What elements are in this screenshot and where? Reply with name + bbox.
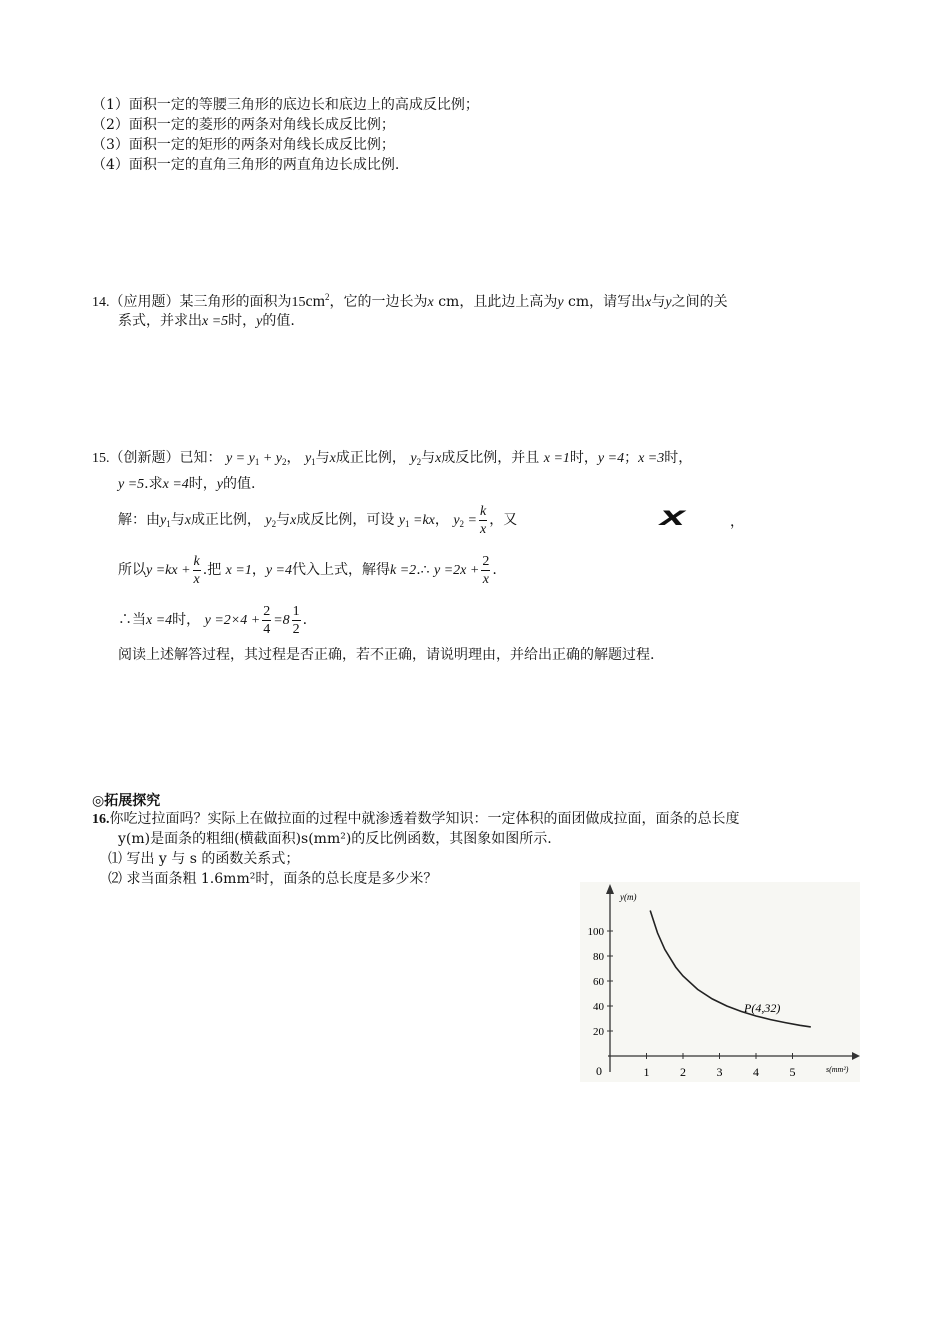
x-axis-label: s(mm²) <box>826 1065 849 1074</box>
x-tick-label: 1 <box>643 1065 650 1079</box>
q15-sol-e: ， <box>434 512 449 528</box>
q14-line2-c: 的值. <box>262 313 295 329</box>
q15-sol-d: =kx <box>409 513 435 528</box>
statement-3: （3）面积一定的矩形的两条对角线长成反比例； <box>92 137 395 153</box>
q15-ans-b: 时， <box>172 612 201 628</box>
q15-frac-k-x-2 <box>193 553 201 588</box>
q15-sol-f: = <box>464 513 477 528</box>
x-tick-label: 4 <box>753 1065 759 1079</box>
q14-line-2 <box>118 312 295 331</box>
q14-var-y: y <box>557 295 564 310</box>
frac-num-k: k <box>480 503 487 519</box>
q15-y5: y =5 <box>118 477 145 492</box>
y-tick-label: 40 <box>593 1001 604 1013</box>
q15-inv: 成反比例，并且 <box>441 450 540 466</box>
q15-given: 已知： <box>179 450 222 466</box>
q14-text-d: cm，请写出 <box>563 294 646 310</box>
q15-tag: （创新题） <box>109 450 180 466</box>
y-tick-label: 100 <box>587 926 604 938</box>
q14-text-b: ，它的一边长为 <box>329 294 428 310</box>
statement-4: （4）面积一定的直角三角形的两直角边长成比例. <box>92 157 400 173</box>
section-title: ◎拓展探究 <box>92 793 161 809</box>
q16-line1-text: 你吃过拉面吗？实际上在做拉面的过程中就渗透着数学知识：一定体积的面团做成拉面，面条的总长度 <box>109 811 740 827</box>
frac-num-2b: 2 <box>263 603 271 619</box>
q14-var-x2: x <box>645 295 652 310</box>
q15-y1: y <box>304 451 312 466</box>
q16-line-2: y(m)是面条的粗细(横截面积)s(mm²)的反比例函数，其图象如图所示. <box>118 831 552 847</box>
y-tick-label: 60 <box>593 976 604 988</box>
x-tick-label: 5 <box>789 1065 796 1079</box>
graph-svg <box>580 882 860 1082</box>
q15-sol-b: 成正比例， <box>190 512 261 528</box>
y-axis-arrow <box>606 884 614 894</box>
q15-y-ask: y <box>216 477 224 492</box>
q15-semi: ； <box>624 450 639 466</box>
q14-text-e: 与 <box>651 294 666 310</box>
frac-num-k-2: k <box>193 553 200 569</box>
q15-line-2 <box>118 475 255 494</box>
q15-frac-2-4 <box>262 603 271 638</box>
q14-number: 14. <box>92 295 110 310</box>
y-tick-label: 80 <box>593 951 604 963</box>
q14-line-1 <box>92 288 728 312</box>
frac-num-2: 2 <box>482 553 490 569</box>
q15-when2: 时， <box>664 450 693 466</box>
q15-sol-y2b: y <box>453 513 460 528</box>
q15-ans-line <box>118 600 307 641</box>
q14-x-eq: x =5 <box>202 314 229 329</box>
q15-eq-main: y = y <box>225 451 255 466</box>
y-axis-label: y(m) <box>620 892 637 902</box>
q14-line2-a: 系式，并求出 <box>118 313 202 329</box>
origin-label: 0 <box>596 1064 602 1078</box>
q14-unit: cm <box>305 293 326 310</box>
q15-frac-2-x <box>481 553 490 588</box>
q15-sol-yu: 与 <box>170 512 185 528</box>
q14-var-y2: y <box>665 295 672 310</box>
frac-den-4: 4 <box>263 621 271 637</box>
q15-eq-plus: + y <box>259 451 282 466</box>
q14-text-a: 某三角形的面积为 <box>179 294 292 310</box>
statement-2: （2）面积一定的菱形的两条对角线长成反比例； <box>92 117 395 133</box>
hyperbola-curve <box>650 911 811 1027</box>
q15-ans-x4: x =4 <box>146 613 173 628</box>
q15-so-b: .把 <box>202 562 222 578</box>
q15-sol-h: ， <box>730 514 744 530</box>
x-axis-arrow <box>852 1052 860 1060</box>
q14-text-c: cm，且此边上高为 <box>433 294 558 310</box>
q15-so-e: .∴ <box>416 562 430 578</box>
q15-so-line <box>118 550 497 591</box>
scribble-x-mark: x <box>660 500 685 531</box>
q16-sub-1: ⑴ 写出 y 与 s 的函数关系式； <box>108 851 300 867</box>
q15-x1: x =1 <box>543 451 570 466</box>
q14-tag: （应用题） <box>109 294 180 310</box>
frac-den-x: x <box>480 521 487 537</box>
q15-prop: 成正比例， <box>335 450 406 466</box>
q15-so-x1: x =1 <box>225 563 252 578</box>
frac-den-x-2: x <box>193 571 200 587</box>
function-graph <box>580 882 860 1082</box>
q14-line2-b: 时， <box>228 313 257 329</box>
q15-y2: y <box>410 451 417 466</box>
q15-sol-x: x <box>184 513 191 528</box>
q15-frac-k-x <box>479 503 487 538</box>
q15-ask-b: 时， <box>188 476 217 492</box>
q15-yu: 与 <box>315 450 330 466</box>
q15-ask-c: 的值. <box>223 476 256 492</box>
q15-so-k2: k =2 <box>390 563 417 578</box>
q15-so-f: . <box>492 562 497 578</box>
q15-ask-a: .求 <box>144 476 163 492</box>
q16-number: 16. <box>92 812 110 827</box>
q15-sol-g: ，又 <box>489 512 518 528</box>
x-tick-label: 3 <box>716 1065 723 1079</box>
q14-power: 2 <box>325 292 330 302</box>
q15-so-eq2: y =2x + <box>434 563 480 578</box>
q15-sol-y2: y <box>265 513 272 528</box>
q15-ans-eq2: =8 <box>273 613 290 628</box>
q15-sol-a: 解：由 <box>118 512 160 528</box>
q14-var-x: x <box>427 295 434 310</box>
q15-comma: ， <box>286 450 301 466</box>
q15-y4: y =4 <box>597 451 625 466</box>
q15-x: x <box>329 451 336 466</box>
q15-so-c: ， <box>251 562 266 578</box>
q15-ans-eq: y =2×4 + <box>204 613 261 628</box>
q15-read: 阅读上述解答过程，其过程是否正确，若不正确，请说明理由，并给出正确的解题过程. <box>118 647 655 663</box>
q15-x4: x =4 <box>162 477 189 492</box>
q15-ans-a: ∴当 <box>118 612 146 628</box>
q15-so-a: 所以 <box>118 562 146 578</box>
q15-line-1: 15.（创新题）已知： $y = y_1 + y_2$， $y_1$与x成正比例， $y_2$与x成反比例，并且 x =1时，y =4；x =3时， <box>92 450 693 467</box>
q14-area: 15 <box>291 295 306 310</box>
q15-when: 时， <box>569 450 598 466</box>
q15-sol-y1b: y <box>398 513 405 528</box>
q15-sol-c: 成反比例，可设 <box>296 512 395 528</box>
q15-sol-x2: x <box>290 513 297 528</box>
q15-solution-line: 解：由$y_1$与x成正比例， $y_2$与x成反比例，可设 $y_1 =kx$， $y_2$ = $\frac{k}{x}$ ，又 <box>118 503 518 537</box>
frac-den-x-3: x <box>482 571 489 587</box>
q15-frac-1-2 <box>292 603 301 638</box>
q16-line-1 <box>92 810 740 829</box>
q15-x3: x =3 <box>638 451 665 466</box>
q15-ans-end: . <box>302 612 308 628</box>
q15-so-y4: y =4 <box>265 563 293 578</box>
x-tick-label: 2 <box>680 1065 686 1079</box>
q14-text-f: 之间的关 <box>671 294 728 310</box>
q15-so-eq: y =kx + <box>146 563 191 578</box>
q15-sol-yu2: 与 <box>276 512 291 528</box>
q16-sub-2: ⑵ 求当面条粗 1.6mm²时，面条的总长度是多少米？ <box>108 871 438 887</box>
q15-x-2: x <box>435 451 442 466</box>
q15-yu2: 与 <box>421 450 436 466</box>
q14-var-y3: y <box>256 314 263 329</box>
frac-den-2: 2 <box>292 621 300 637</box>
q15-sol-y1: y <box>160 513 167 528</box>
q15-number: 15. <box>92 451 110 466</box>
frac-num-1: 1 <box>292 603 300 619</box>
point-p-label: P(4,32) <box>744 1001 781 1015</box>
y-tick-label: 20 <box>593 1026 604 1038</box>
statement-1: （1）面积一定的等腰三角形的底边长和底边上的高成反比例； <box>92 97 479 113</box>
q15-so-d: 代入上式，解得 <box>292 562 391 578</box>
